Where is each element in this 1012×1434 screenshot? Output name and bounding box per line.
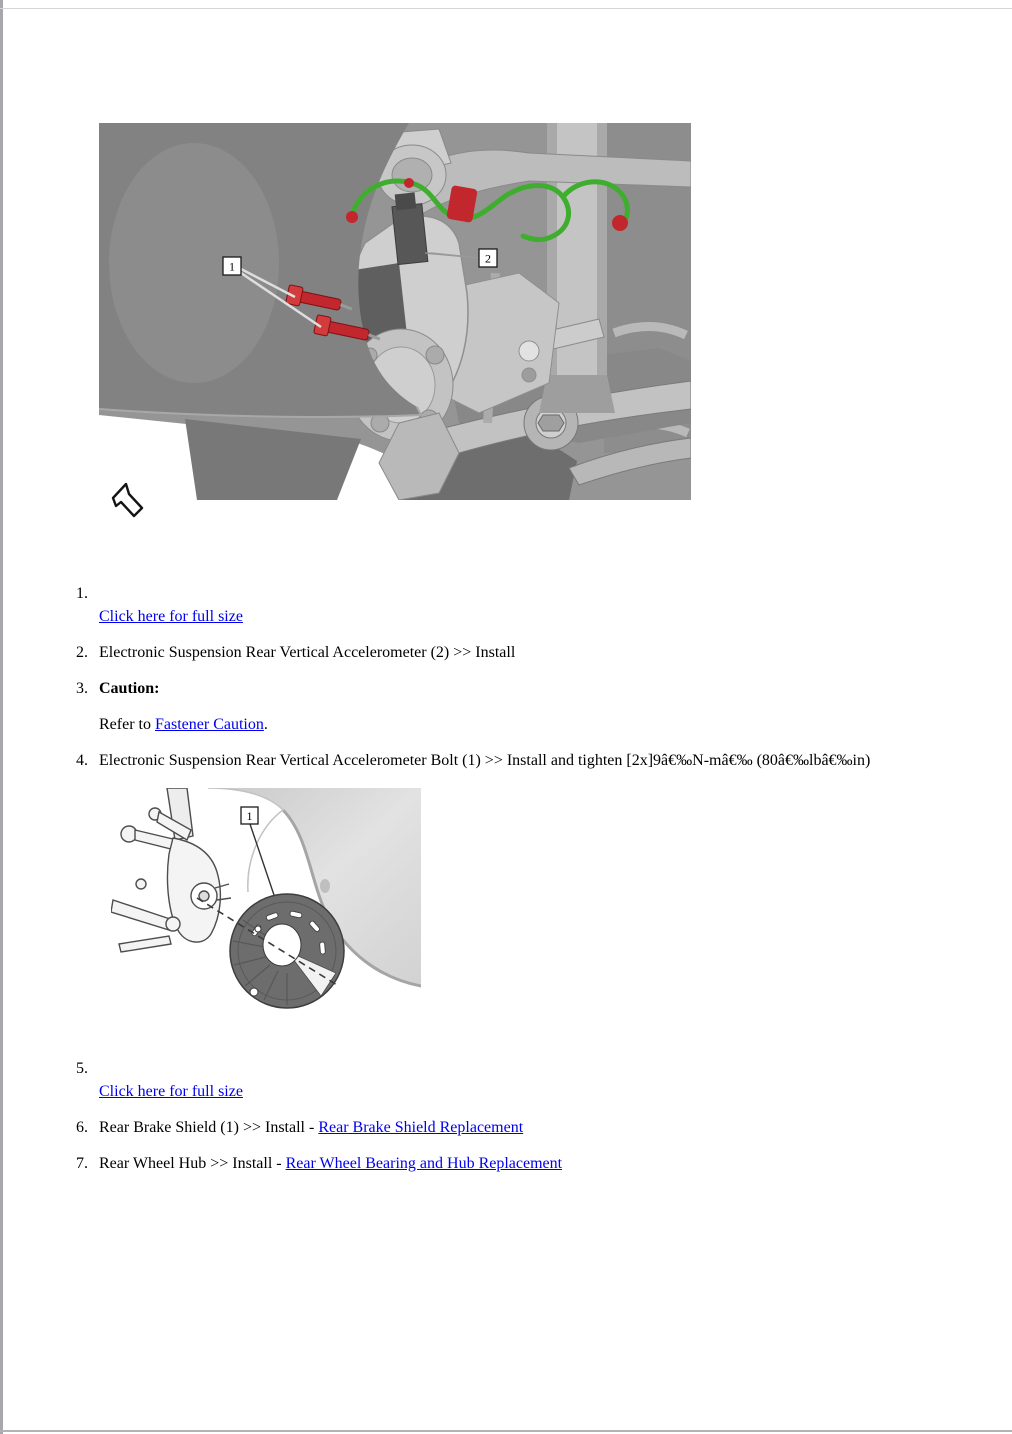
fastener-caution-link[interactable]: Fastener Caution [154, 716, 264, 733]
list-marker-4: 4. [76, 752, 88, 769]
rear-suspension-illustration [99, 123, 691, 500]
window-top-border [0, 8, 1012, 9]
svg-text:1: 1 [229, 259, 235, 274]
brake-shield-replacement-link[interactable]: Rear Brake Shield Replacement [318, 1119, 524, 1136]
list-item-6 [99, 1118, 523, 1137]
wheel-hub-text: Rear Wheel Hub >> Install - [99, 1155, 286, 1172]
figure-rear-suspension-thumbnail[interactable] [99, 123, 691, 500]
window-bottom-border [0, 1430, 1012, 1432]
figure-brake-shield-thumbnail[interactable] [111, 788, 421, 1056]
svg-text:2: 2 [485, 251, 491, 266]
callout-1-box [241, 807, 258, 824]
suspension-knuckle [111, 788, 231, 952]
list-item-1 [99, 607, 243, 626]
refer-to-period: . [263, 716, 268, 733]
list-item-7 [99, 1154, 562, 1173]
callout-2-box [479, 249, 497, 267]
list-marker-2: 2. [76, 644, 88, 661]
list-marker-6: 6. [76, 1119, 88, 1136]
callout-1-box [223, 257, 241, 275]
refer-to-text: Refer to [99, 716, 155, 733]
svg-text:1: 1 [246, 809, 253, 823]
list-item-3-refer-line [99, 715, 268, 734]
full-size-link-1[interactable]: Click here for full size [99, 608, 243, 625]
brake-shield [230, 894, 344, 1008]
brake-shield-illustration [111, 788, 421, 1056]
brake-shield-text: Rear Brake Shield (1) >> Install - [99, 1119, 319, 1136]
view-direction-arrow-icon [106, 479, 150, 523]
list-marker-1: 1. [76, 585, 88, 602]
list-item-3-caution-label: Caution: [99, 680, 160, 697]
window-left-border [0, 0, 3, 1434]
list-item-5 [99, 1082, 243, 1101]
list-marker-3: 3. [76, 680, 88, 697]
wheel-bearing-hub-replacement-link[interactable]: Rear Wheel Bearing and Hub Replacement [285, 1155, 563, 1172]
list-item-4: Electronic Suspension Rear Vertical Accelerometer Bolt (1) >> Install and tighten [2x]9â€‰N-mâ€‰ (80â€‰lbâ€‰in) [99, 752, 871, 769]
list-item-2: Electronic Suspension Rear Vertical Accelerometer (2) >> Install [99, 644, 516, 661]
list-marker-5: 5. [76, 1060, 88, 1077]
full-size-link-2[interactable]: Click here for full size [99, 1083, 243, 1100]
list-marker-7: 7. [76, 1155, 88, 1172]
